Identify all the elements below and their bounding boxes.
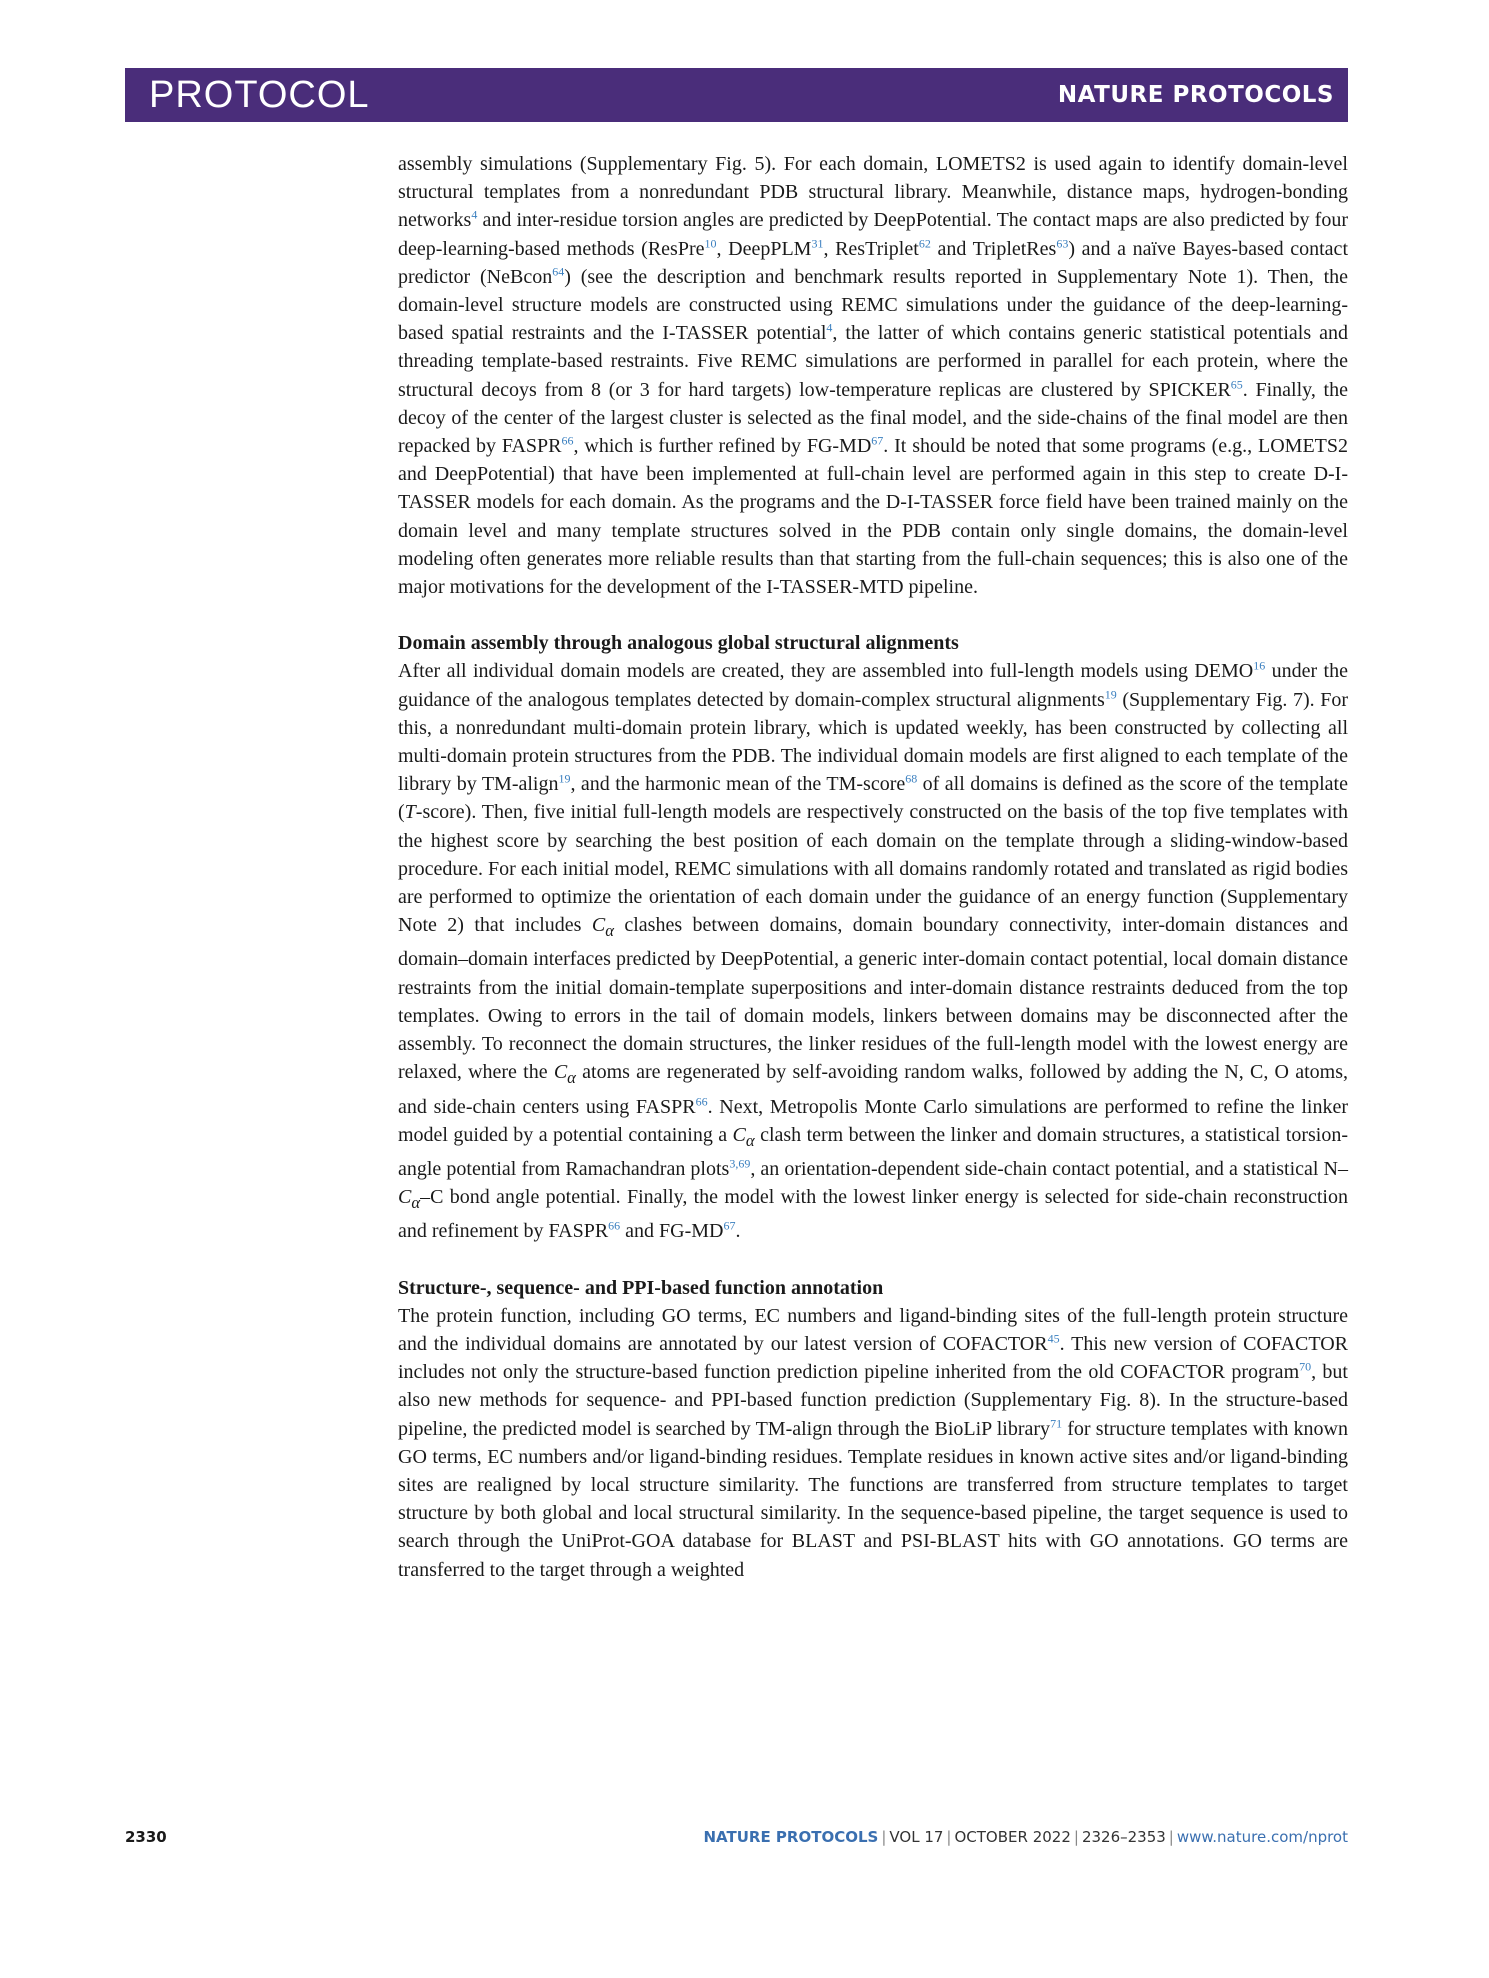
citation-link[interactable]: 71 bbox=[1050, 1415, 1063, 1430]
paragraph-3: The protein function, including GO terms, EC numbers and ligand-binding sites of the full-length protein structure and the individual domains are annotated by our latest version of COFACTOR$^{45}$. This new version of COFACTOR includes not only the structure-based function prediction pipeline inherited from the old COFACTOR program$^{70}$, but also new methods for sequence- and PPI-based function prediction (Supplementary Fig. 8). In the structure-based pipeline, the predicted model is searched by TM-align through the BioLiP library$^{71}$ for structure templates with known GO terms, EC numbers and/or ligand-binding residues. Template residues in known active sites and/or ligand-binding sites are realigned by local structure similarity. The functions are transferred from structure templates to target structure by both global and local structural similarity. In the sequence-based pipeline, the target sequence is used to search through the UniProt-GOA database for BLAST and PSI-BLAST hits with GO annotations. GO terms are transferred to the target through a weighted bbox=[398, 1304, 1348, 1581]
journal-title: NATURE PROTOCOLS bbox=[1057, 82, 1334, 108]
citation-link[interactable]: 70 bbox=[1299, 1359, 1312, 1374]
main-column bbox=[398, 150, 1348, 1584]
citation-link[interactable]: 66 bbox=[608, 1218, 621, 1233]
citation-link[interactable]: 65 bbox=[1230, 376, 1243, 391]
paragraph-2: After all individual domain models are created, they are assembled into full-length models using DEMO$^{16}$ under the guidance of the analogous templates detected by domain-complex structural alignments$^{19}$ (Supplementary Fig. 7). For this, a nonredundant multi-domain protein library, which is updated weekly, has been constructed by collecting all multi-domain protein structures from the PDB. The individual domain models are first aligned to each template of the library by TM-align$^{19}$, and the harmonic mean of the TM-score$^{68}$ of all domains is defined as the score of the template (T-score). Then, five initial full-length models are respectively constructed on the basis of the top five templates with the highest score by searching the best position of each domain on the template through a sliding-window-based procedure. For each initial model, REMC simulations with all domains randomly rotated and translated as rigid bodies are performed to optimize the orientation of each domain under the guidance of an energy function (Supplementary Note 2) that includes $C_\alpha$ clashes between domains, domain boundary connectivity, inter-domain distances and domain–domain interfaces predicted by DeepPotential, a generic inter-domain contact potential, local domain distance restraints from the initial domain-template superpositions and inter-domain distance restraints deduced from the top templates. Owing to errors in the tail of domain models, linkers between domains may be disconnected after the assembly. To reconnect the domain structures, the linker residues of the full-length model with the lowest energy are relaxed, where the $C_\alpha$ atoms are regenerated by self-avoiding random walks, followed by adding the N, C, O atoms, and side-chain centers using FASPR$^{66}$. Next, Metropolis Monte Carlo simulations are performed to refine the linker model guided by a potential containing a $C_\alpha$ clash term between the linker and domain structures, a statistical torsion-angle potential from Ramachandran plots$^{3,69}$, an orientation-dependent side-chain contact potential, and a statistical $N-C_\alpha-C$ bond angle potential. Finally, the model with the lowest linker energy is selected for side-chain reconstruction and refinement by FASPR$^{66}$ and FG-MD$^{67}$. bbox=[398, 658, 1348, 1243]
citation-link[interactable]: 66 bbox=[561, 433, 574, 448]
journal-url-link[interactable]: www.nature.com/nprot bbox=[1176, 1828, 1348, 1846]
page-footer bbox=[125, 1828, 1348, 1858]
citation-link[interactable]: 62 bbox=[918, 235, 931, 250]
citation-link[interactable]: 19 bbox=[558, 771, 571, 786]
citation-link[interactable]: 4 bbox=[471, 207, 478, 222]
page-number: 2330 bbox=[125, 1828, 167, 1846]
citation-link[interactable]: 4 bbox=[826, 320, 833, 335]
citation-link[interactable]: 68 bbox=[905, 771, 918, 786]
citation-link[interactable]: 66 bbox=[695, 1093, 708, 1108]
citation-link[interactable]: 64 bbox=[552, 264, 565, 279]
page-range: 2326–2353 bbox=[1081, 1828, 1166, 1846]
header-banner bbox=[125, 68, 1348, 122]
journal-name: NATURE PROTOCOLS bbox=[703, 1828, 879, 1846]
citation-link[interactable]: 67 bbox=[723, 1218, 736, 1233]
journal-citation: NATURE PROTOCOLS | VOL 17 | OCTOBER 2022 | 2326–2353 | www.nature.com/nprot bbox=[703, 1828, 1348, 1846]
citation-link[interactable]: 45 bbox=[1047, 1331, 1060, 1346]
paragraph-1: assembly simulations (Supplementary Fig. 5). For each domain, LOMETS2 is used again to identify domain-level structural templates from a nonredundant PDB structural library. Meanwhile, distance maps, hydrogen-bonding networks$^4$ and inter-residue torsion angles are predicted by DeepPotential. The contact maps are also predicted by four deep-learning-based methods (ResPre$^{10}$, DeepPLM$^{31}$, ResTriplet$^{62}$ and TripletRes$^{63}$) and a naïve Bayes-based contact predictor (NeBcon$^{64}$) (see the description and benchmark results reported in Supplementary Note 1). Then, the domain-level structure models are constructed using REMC simulations under the guidance of the deep-learning-based spatial restraints and the I-TASSER potential$^4$, the latter of which contains generic statistical potentials and threading template-based restraints. Five REMC simulations are performed in parallel for each protein, where the structural decoys from 8 (or 3 for hard targets) low-temperature replicas are clustered by SPICKER$^{65}$. Finally, the decoy of the center of the largest cluster is selected as the final model, and the side-chains of the final model are then repacked by FASPR$^{66}$, which is further refined by FG-MD$^{67}$. It should be noted that some programs (e.g., LOMETS2 and DeepPotential) that have been implemented at full-chain level are performed again in this step to create D-I-TASSER models for each domain. As the programs and the D-I-TASSER force field have been trained mainly on the domain level and many template structures solved in the PDB contain only single domains, the domain-level modeling often generates more reliable results than that starting from the full-chain sequences; this is also one of the major motivations for the development of the I-TASSER-MTD pipeline. bbox=[398, 153, 1349, 599]
volume: VOL 17 bbox=[889, 1828, 944, 1846]
citation-link[interactable]: 16 bbox=[1253, 658, 1266, 673]
citation-link[interactable]: 19 bbox=[1104, 687, 1117, 701]
citation-link[interactable]: 63 bbox=[1056, 235, 1069, 250]
section-label: PROTOCOL bbox=[149, 73, 370, 116]
citation-link[interactable]: 67 bbox=[871, 433, 884, 448]
citation-link[interactable]: 31 bbox=[811, 235, 824, 250]
issue-date: OCTOBER 2022 bbox=[954, 1828, 1071, 1846]
section-heading: Structure-, sequence- and PPI-based function annotation bbox=[398, 1276, 884, 1299]
citation-link[interactable]: 3,69 bbox=[729, 1156, 751, 1171]
section-heading: Domain assembly through analogous global structural alignments bbox=[398, 632, 959, 655]
citation-link[interactable]: 10 bbox=[704, 235, 717, 250]
